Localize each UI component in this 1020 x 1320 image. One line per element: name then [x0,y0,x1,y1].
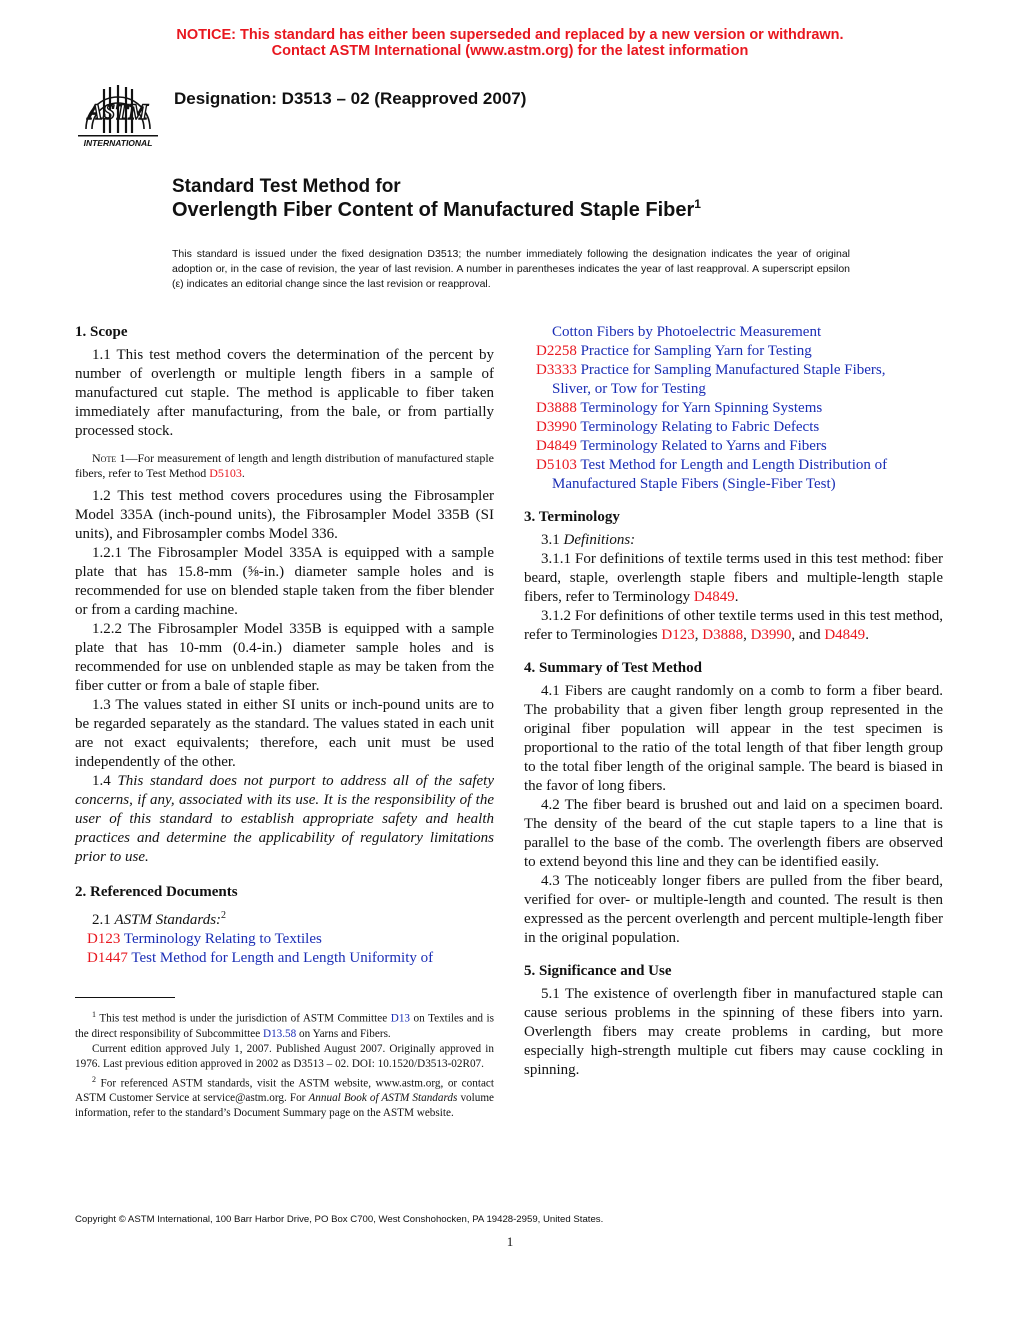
para-3-1 [524,531,943,550]
astm-logo-icon [74,75,162,149]
para-3-1-text: Definitions: [563,532,636,548]
ref-title-continued[interactable]: Manufactured Staple Fibers (Single-Fiber Test) [552,476,836,492]
ref-title[interactable]: Terminology Relating to Fabric Defects [580,419,820,435]
ref-code[interactable]: D1447 [87,950,128,966]
link-d3888[interactable]: D3888 [702,627,744,643]
section-1-heading: 1. Scope [75,324,128,340]
title-line-1: Standard Test Method for [172,176,401,197]
para-4-3: 4.3 The noticeably longer fibers are pulled from the fiber beard, verified for over- or multiple-length and counted. The result is then expressed as the percent overlength and percent multiple-length fiber in the original population. [524,873,943,946]
para-1-3: 1.3 The values stated in either SI units or inch-pound units are to be regarded separately as the standard. The values stated in each unit are not exact equivalents; therefore, each unit must be used independently of the other. [75,697,494,770]
ref-title-continued[interactable]: Cotton Fibers by Photoelectric Measurement [552,324,822,340]
para-4-1: 4.1 Fibers are caught randomly on a comb to form a fiber beard. The probability that a given fiber length group represented in the original fiber population will appear in the test specimen is proportional to the ratio of the total length of that fiber length group to the total fiber length of the original sample. The beard is biased in the favor of long fibers. [524,683,943,794]
right-column [524,323,943,1080]
ref-title[interactable]: Test Method for Length and Length Uniformity of [131,950,434,966]
link-d4849[interactable]: D4849 [824,627,866,643]
section-2-heading: 2. Referenced Documents [75,884,238,900]
link-d13-58[interactable]: D13.58 [262,1027,297,1040]
link-d13[interactable]: D13 [390,1012,411,1025]
title-line-2 [172,199,701,222]
footnote-2-italic: Annual Book of ASTM Standards [308,1092,458,1105]
ref-item[interactable] [524,418,943,437]
para-1-1: 1.1 This test method covers the determination of the percent by number of overlength or multiple length fibers in a sample of manufactured cut staple. The method is applicable to fiber taken immediately after manufacturing, from the bale, or from partially processed stock. [75,347,494,439]
left-column [75,323,494,968]
note-end: . [241,466,245,480]
note-1 [75,451,494,481]
logo-subtitle: INTERNATIONAL [83,138,153,148]
copyright: Copyright © ASTM International, 100 Barr Harbor Drive, PO Box C700, West Conshohocken, PA 19428-2959, United States. [75,1214,604,1225]
footnote-edition: Current edition approved July 1, 2007. Published August 2007. Originally approved in 1976. Last previous edition approved in 2002 as D3513 – 02. DOI: 10.1520/D3513-02R07. [75,1042,494,1070]
ref-code[interactable]: D2258 [536,343,577,359]
para-2-1-number: 2.1 [92,912,115,928]
footnotes [75,1007,494,1121]
para-3-1-1 [524,550,943,607]
ref-item[interactable] [75,949,494,968]
section-5-heading: 5. Significance and Use [524,963,672,979]
ref-code[interactable]: D4849 [536,438,577,454]
separator: , [743,627,751,643]
note-number: 1 [116,451,126,465]
link-d123[interactable]: D123 [661,627,695,643]
designation: Designation: D3513 – 02 (Reapproved 2007) [174,89,527,108]
page-number: 1 [506,1234,514,1249]
para-2-1-text: ASTM Standards: [114,912,222,928]
ref-code[interactable]: D3333 [536,362,577,378]
ref-code[interactable]: D123 [87,931,121,947]
ref-code[interactable]: D3888 [536,400,577,416]
ref-item[interactable] [524,437,943,456]
separator: , and [791,627,825,643]
para-1-2-2: 1.2.2 The Fibrosampler Model 335B is equipped with a sample plate that has 10-mm (0.4-in.) diameter sample holes and is recommended for use on unblended staple as may be taken from the fiber cutter or from a bale of staple fiber. [75,621,494,694]
para-4-2: 4.2 The fiber beard is brushed out and laid on a specimen board. The density of the beard of the cut staple tapers to a line that is parallel to the base of the comb. The overlength fibers are observed to extend beyond this line and they can be identified easily. [524,797,943,870]
para-3-1-2-end: . [865,627,869,643]
ref-code[interactable]: D3990 [536,419,577,435]
para-2-1-sup: 2 [221,910,227,921]
ref-title[interactable]: Practice for Sampling Manufactured Staple Fibers, [580,362,886,378]
ref-title[interactable]: Terminology Relating to Textiles [123,931,322,947]
link-d3990[interactable]: D3990 [750,627,792,643]
ref-item[interactable] [524,342,943,361]
para-2-1 [75,906,494,930]
ref-title[interactable]: Terminology for Yarn Spinning Systems [580,400,823,416]
ref-item[interactable] [75,930,494,949]
note-text: —For measurement of length and length distribution of manufactured staple fibers, refer to Test Method [75,451,495,480]
notice-line-2: Contact ASTM International (www.astm.org) for the latest information [271,43,749,59]
footnote-1-text-a: This test method is under the jurisdiction of ASTM Committee [96,1012,391,1025]
para-1-4 [75,772,494,867]
footnote-2 [75,1072,494,1122]
para-1-2: 1.2 This test method covers procedures using the Fibrosampler Model 335A (inch-pound units), the Fibrosampler Model 335B (SI units), and Fibrosampler combs Model 336. [75,488,494,542]
link-d4849[interactable]: D4849 [693,589,735,605]
footnote-divider [75,997,175,998]
ref-item[interactable] [524,399,943,418]
note-link-d5103[interactable]: D5103 [209,466,242,480]
footnote-1-text-c: on Yarns and Fibers. [296,1027,391,1040]
footnote-1 [75,1007,494,1042]
section-4-heading: 4. Summary of Test Method [524,660,702,676]
supersede-notice [0,27,1020,59]
notice-line-1: NOTICE: This standard has either been superseded and replaced by a new version or withdrawn. [176,27,844,43]
para-3-1-number: 3.1 [541,532,564,548]
issued-statement: This standard is issued under the fixed designation D3513; the number immediately following the designation indicates the year of original adoption or, in the case of revision, the year of last revision. A number in parentheses indicates the year of last reapproval. A superscript epsilon (ε) indicates an editorial change since the last revision or reapproval. [172,248,850,290]
footnote-2-text-a: For referenced ASTM standards, visit the ASTM website, www.astm.org, or contact ASTM Customer Service at service@astm.org. For [75,1077,494,1105]
separator: , [694,627,703,643]
footnote-2-mark: 2 [92,1074,96,1084]
ref-item[interactable] [524,361,943,380]
ref-title[interactable]: Test Method for Length and Length Distribution of [580,457,888,473]
para-1-4-text: This standard does not purport to address all of the safety concerns, if any, associated with its use. It is the responsibility of the user of this standard to establish appropriate safety and health practices and determine the applicability of regulatory limitations prior to use. [75,773,495,865]
footnote-1-text-b: on Textiles and is the direct responsibility of Subcommittee [75,1012,495,1040]
para-5-1: 5.1 The existence of overlength fiber in manufactured staple can cause serious problems in the spinning of these fibers into yarn. Overlength fibers may create problems in carding, but more especially high-strength multiple cut fibers may cause cockling in spinning. [524,986,943,1078]
note-label: Note [92,451,117,465]
para-1-2-1: 1.2.1 The Fibrosampler Model 335A is equipped with a sample plate that has 15.8-mm (⅝-in.) diameter sample holes and is recommended for use on blended staple taken from the fiber blender or from a carding machine. [75,545,494,618]
title-footnote-mark: 1 [694,197,701,211]
para-3-1-1-text: 3.1.1 For definitions of textile terms used in this test method: fiber beard, staple, overlength staple fibers and multiple-length staple fibers, refer to Terminology [524,551,943,605]
ref-title-continued[interactable]: Sliver, or Tow for Testing [552,381,706,397]
section-3-heading: 3. Terminology [524,509,620,525]
para-3-1-2-text: 3.1.2 For definitions of other textile terms used in this test method, refer to Terminologies [524,608,943,643]
para-1-4-number: 1.4 [92,773,118,789]
title-main: Overlength Fiber Content of Manufactured Staple Fiber [172,199,695,221]
ref-title[interactable]: Practice for Sampling Yarn for Testing [580,343,812,359]
ref-item[interactable] [524,456,943,475]
para-3-1-1-end: . [734,589,739,605]
footnote-2-text-b: volume information, refer to the standard’s Document Summary page on the ASTM website. [75,1092,494,1120]
ref-title[interactable]: Terminology Related to Yarns and Fibers [580,438,827,454]
footnote-1-mark: 1 [92,1010,96,1019]
para-3-1-2 [524,607,943,645]
ref-code[interactable]: D5103 [536,457,577,473]
logo-letters: ASTM [88,99,148,124]
